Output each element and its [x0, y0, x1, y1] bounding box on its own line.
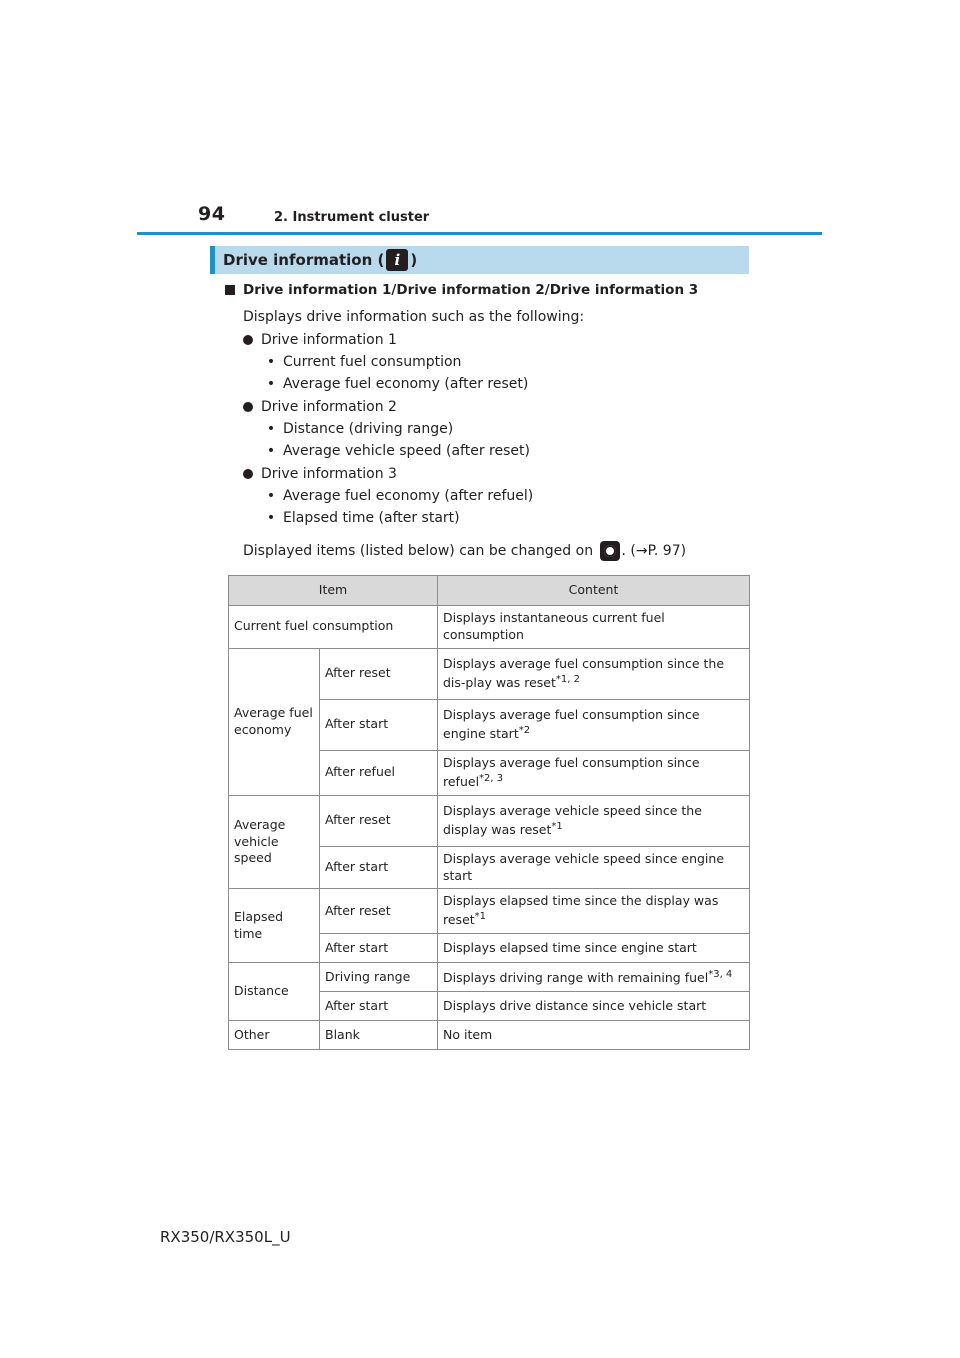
content-cell: Displays drive distance since vehicle start — [438, 992, 750, 1021]
content-cell: Displays driving range with remaining fuel$^{*3, 4}$ — [438, 963, 750, 992]
content-cell: Displays elapsed time since engine start — [438, 934, 750, 963]
item-cell: Elapsed time — [229, 889, 320, 963]
settings-note: Displayed items (listed below) can be changed on . (→P. 97) — [243, 543, 687, 559]
sub-cell: Blank — [320, 1021, 438, 1050]
group-3-label: Drive information 3 — [261, 466, 397, 482]
group-2-item-2: • Average vehicle speed (after reset) — [266, 443, 530, 459]
drive-information-title — [210, 246, 749, 274]
item-cell: Distance — [229, 963, 320, 1021]
sub-cell: After start — [320, 846, 438, 889]
bullet-icon — [243, 335, 253, 345]
sub-cell: After reset — [320, 648, 438, 699]
title-suffix: ) — [410, 251, 418, 269]
bullet-icon — [243, 469, 253, 479]
content-cell: Displays elapsed time since the display was reset$^{*1}$ — [438, 889, 750, 934]
sub-cell: After start — [320, 699, 438, 750]
group-2-label: Drive information 2 — [261, 399, 397, 415]
intro-text: Displays drive information such as the following: — [243, 309, 585, 325]
header-content: Content — [438, 576, 750, 606]
content-cell: Displays average fuel consumption since refuel$^{*2, 3}$ — [438, 750, 750, 795]
sub-cell: After refuel — [320, 750, 438, 795]
subheading — [225, 282, 698, 298]
group-1-label: Drive information 1 — [261, 332, 397, 348]
gear-icon — [600, 541, 620, 561]
group-3 — [243, 466, 397, 482]
sub-cell: After start — [320, 992, 438, 1021]
content-cell: Displays average vehicle speed since engine start — [438, 846, 750, 889]
group-1-item-2: • Average fuel economy (after reset) — [266, 376, 529, 392]
content-cell: No item — [438, 1021, 750, 1050]
content-cell: Displays instantaneous current fuel consumption — [438, 606, 750, 649]
group-3-item-1: • Average fuel economy (after refuel) — [266, 488, 534, 504]
section-title: 2. Instrument cluster — [274, 210, 430, 225]
title-prefix: Drive information ( — [223, 251, 385, 269]
info-icon: i — [386, 249, 408, 271]
group-1 — [243, 332, 397, 348]
table-row — [229, 648, 750, 699]
sub-cell: After reset — [320, 889, 438, 934]
sub-cell: After reset — [320, 795, 438, 846]
header-item: Item — [229, 576, 438, 606]
page-number: 94 — [198, 203, 226, 225]
table-row — [229, 795, 750, 846]
content-cell: Displays average fuel consumption since engine start$^{*2}$ — [438, 699, 750, 750]
item-cell: Average fuel economy — [229, 648, 320, 795]
table-header-row — [229, 576, 750, 606]
table-row — [229, 889, 750, 934]
subheading-text: Drive information 1/Drive information 2/Drive information 3 — [243, 282, 699, 298]
item-cell: Other — [229, 1021, 320, 1050]
content-cell: Displays average fuel consumption since the dis-play was reset$^{*1, 2}$ — [438, 648, 750, 699]
footer-model: RX350/RX350L_U — [160, 1228, 291, 1246]
group-2-item-1: • Distance (driving range) — [266, 421, 454, 437]
drive-info-table — [228, 575, 750, 1050]
table-row — [229, 1021, 750, 1050]
bullet-icon — [243, 402, 253, 412]
item-cell: Average vehicle speed — [229, 795, 320, 889]
table-row — [229, 963, 750, 992]
content-cell: Displays average vehicle speed since the display was reset$^{*1}$ — [438, 795, 750, 846]
group-2 — [243, 399, 397, 415]
sub-cell: After start — [320, 934, 438, 963]
group-1-item-1: • Current fuel consumption — [266, 354, 462, 370]
sub-cell: Driving range — [320, 963, 438, 992]
group-3-item-2: • Elapsed time (after start) — [266, 510, 460, 526]
item-cell: Current fuel consumption — [229, 606, 438, 649]
table-row — [229, 606, 750, 649]
header-rule — [137, 232, 822, 235]
square-bullet-icon — [225, 285, 235, 295]
